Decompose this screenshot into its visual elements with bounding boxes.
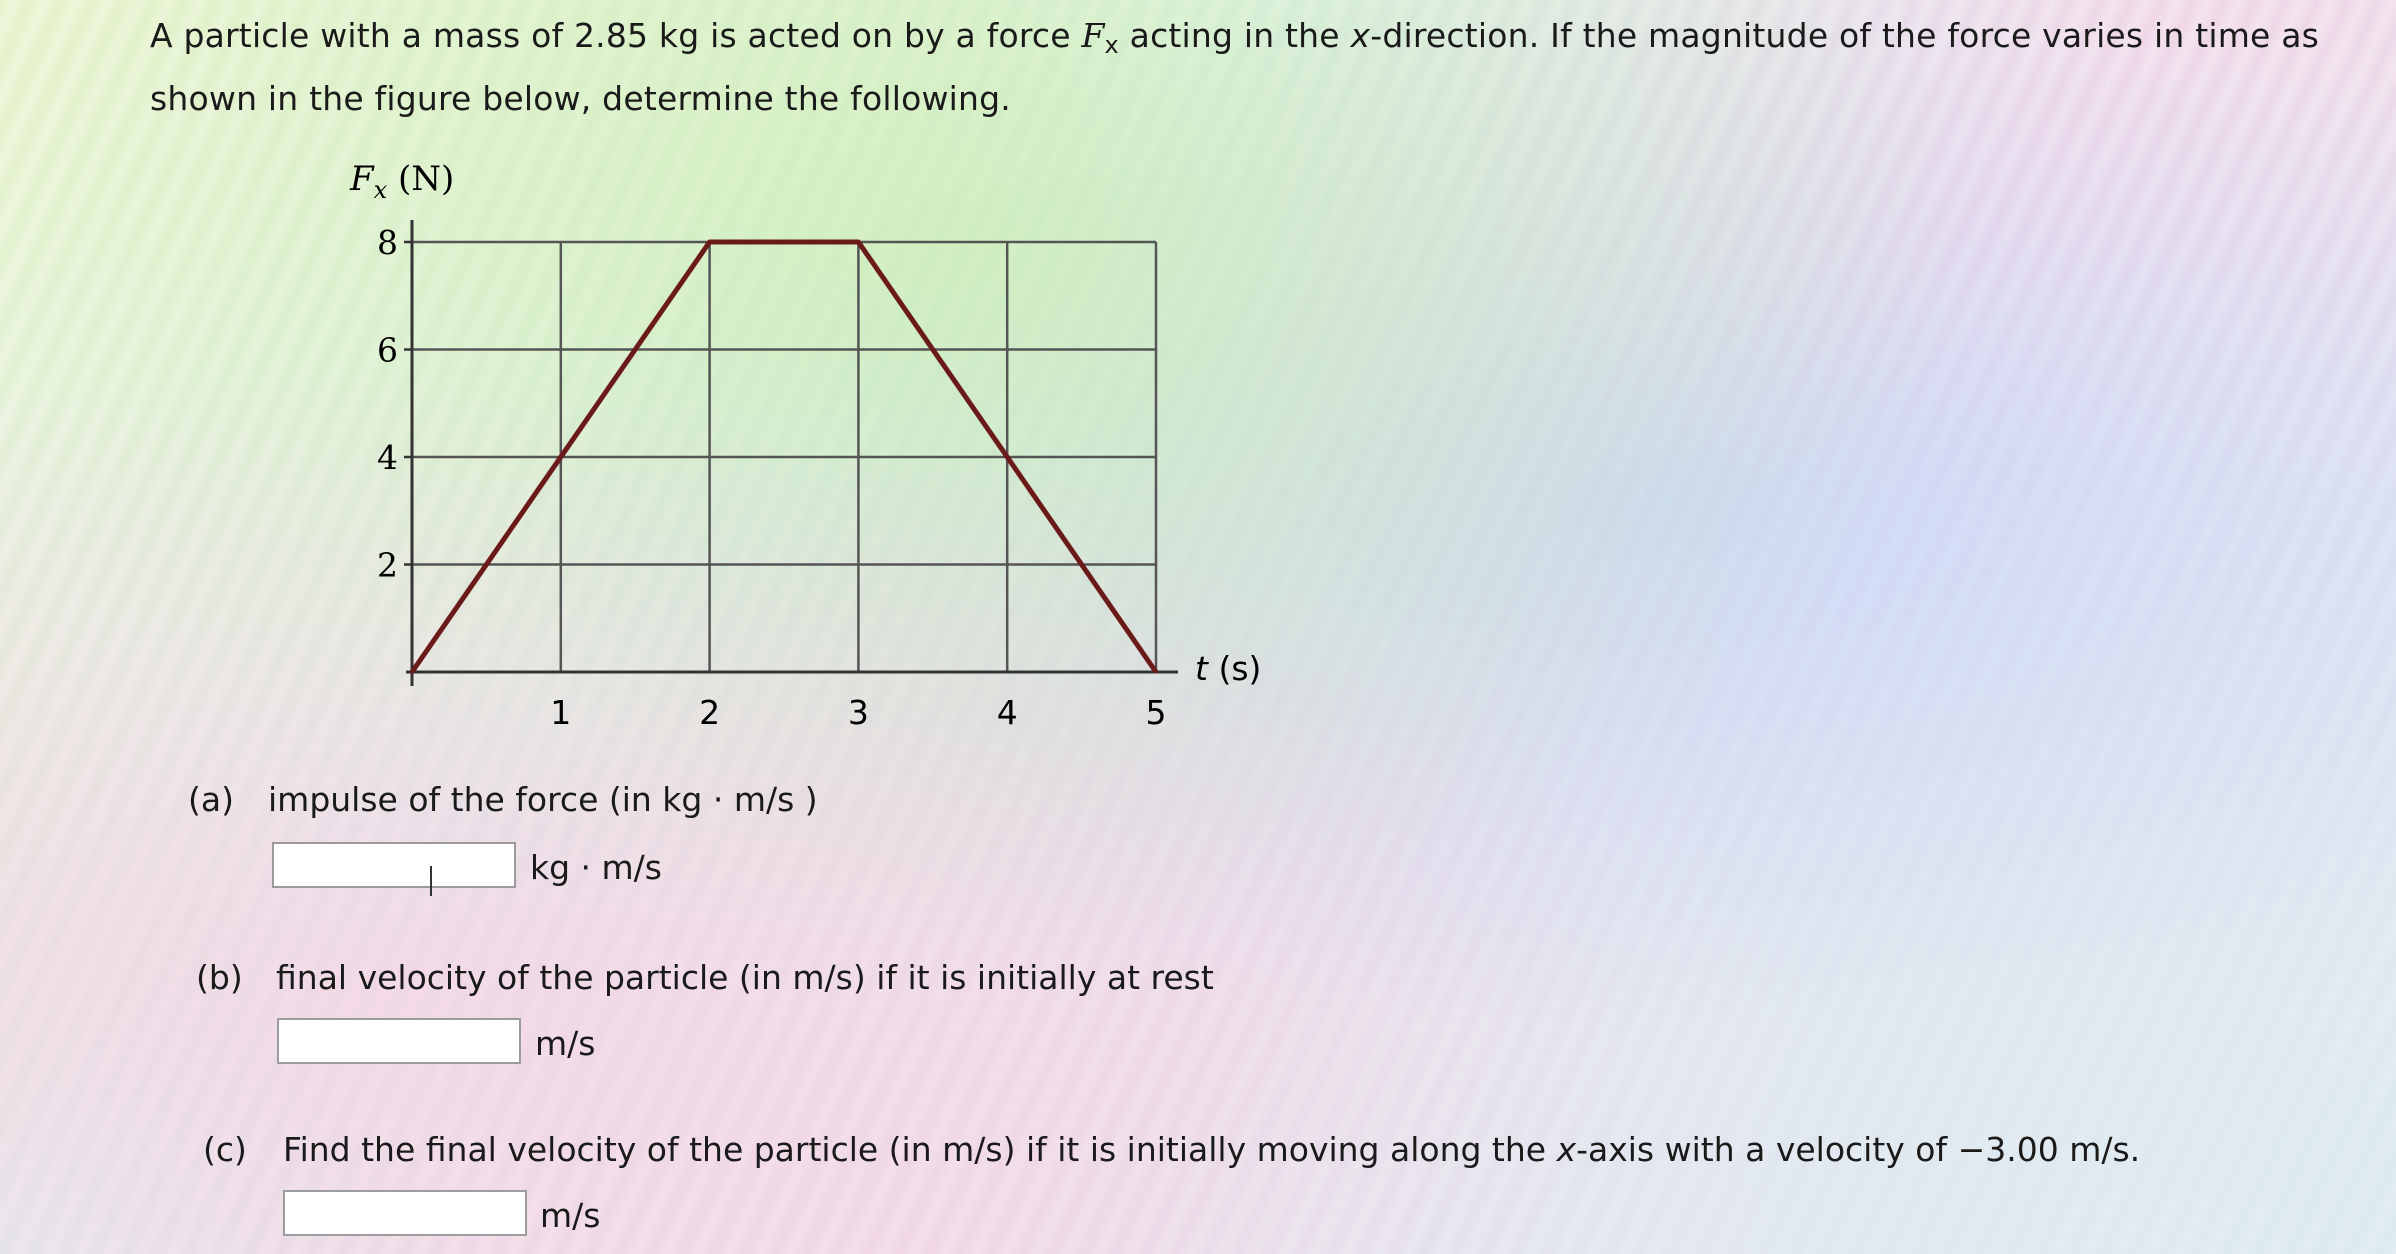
part-a bbox=[188, 780, 818, 819]
x-variable: x bbox=[1350, 16, 1371, 55]
x-tick-label: 2 bbox=[699, 693, 721, 732]
y-tick-label: 4 bbox=[377, 438, 398, 477]
x-tick-label: 3 bbox=[847, 693, 869, 732]
x-tick-label: 5 bbox=[1145, 693, 1167, 732]
problem-line-2: shown in the figure below, determine the following. bbox=[150, 79, 1011, 118]
part-c-x-variable: x bbox=[1556, 1130, 1577, 1169]
text-cursor-icon bbox=[430, 866, 432, 896]
y-tick-label: 6 bbox=[377, 330, 398, 370]
part-a-label: (a) bbox=[188, 780, 234, 819]
part-b-answer-input[interactable] bbox=[277, 1018, 521, 1064]
force-time-graph bbox=[330, 150, 1310, 740]
y-label-unit: (N) bbox=[387, 159, 455, 199]
stem-text-3: -direction. If the magnitude of the force varies in time as bbox=[1370, 16, 2320, 55]
y-label-subscript: x bbox=[373, 176, 388, 204]
y-tick-label: 2 bbox=[377, 545, 398, 585]
y-label-symbol: F bbox=[350, 159, 374, 199]
part-b-unit: m/s bbox=[535, 1024, 596, 1063]
y-axis-label bbox=[349, 159, 454, 204]
x-axis-label bbox=[1195, 649, 1261, 688]
data-point bbox=[857, 241, 860, 244]
part-c-unit: m/s bbox=[540, 1196, 601, 1235]
part-a-answer-input[interactable] bbox=[272, 842, 516, 888]
y-tick-label: 8 bbox=[377, 223, 398, 262]
stem-text-1: A particle with a mass of 2.85 kg is acted on by a force bbox=[150, 16, 1082, 55]
x-label-unit: (s) bbox=[1207, 649, 1262, 688]
data-point bbox=[1155, 671, 1158, 674]
tick-labels bbox=[377, 223, 1167, 732]
stem-text-2: acting in the bbox=[1118, 16, 1351, 55]
force-subscript: x bbox=[1104, 31, 1119, 59]
part-a-question: impulse of the force (in kg · m/s ) bbox=[268, 780, 818, 819]
problem-line-1 bbox=[150, 6, 2380, 69]
x-tick-label: 1 bbox=[550, 693, 572, 732]
grid bbox=[412, 242, 1156, 672]
x-label-variable: t bbox=[1195, 649, 1208, 688]
x-tick-label: 4 bbox=[996, 693, 1018, 732]
force-symbol: F bbox=[1081, 16, 1105, 55]
part-c-answer-input[interactable] bbox=[283, 1190, 527, 1236]
part-c-question-b: -axis with a velocity of −3.00 m/s. bbox=[1576, 1130, 2141, 1169]
part-c-question-a: Find the final velocity of the particle (in m/s) if it is initially moving along the bbox=[283, 1130, 1557, 1169]
part-a-unit: kg · m/s bbox=[530, 848, 662, 887]
data-point bbox=[708, 241, 711, 244]
problem-statement bbox=[150, 6, 2380, 129]
axes bbox=[404, 220, 1178, 686]
part-b-label: (b) bbox=[196, 958, 243, 997]
part-c-label: (c) bbox=[203, 1130, 247, 1169]
data-point bbox=[411, 671, 414, 674]
part-b bbox=[196, 958, 1214, 997]
part-c bbox=[203, 1130, 2140, 1169]
part-b-question: final velocity of the particle (in m/s) if it is initially at rest bbox=[276, 958, 1214, 997]
